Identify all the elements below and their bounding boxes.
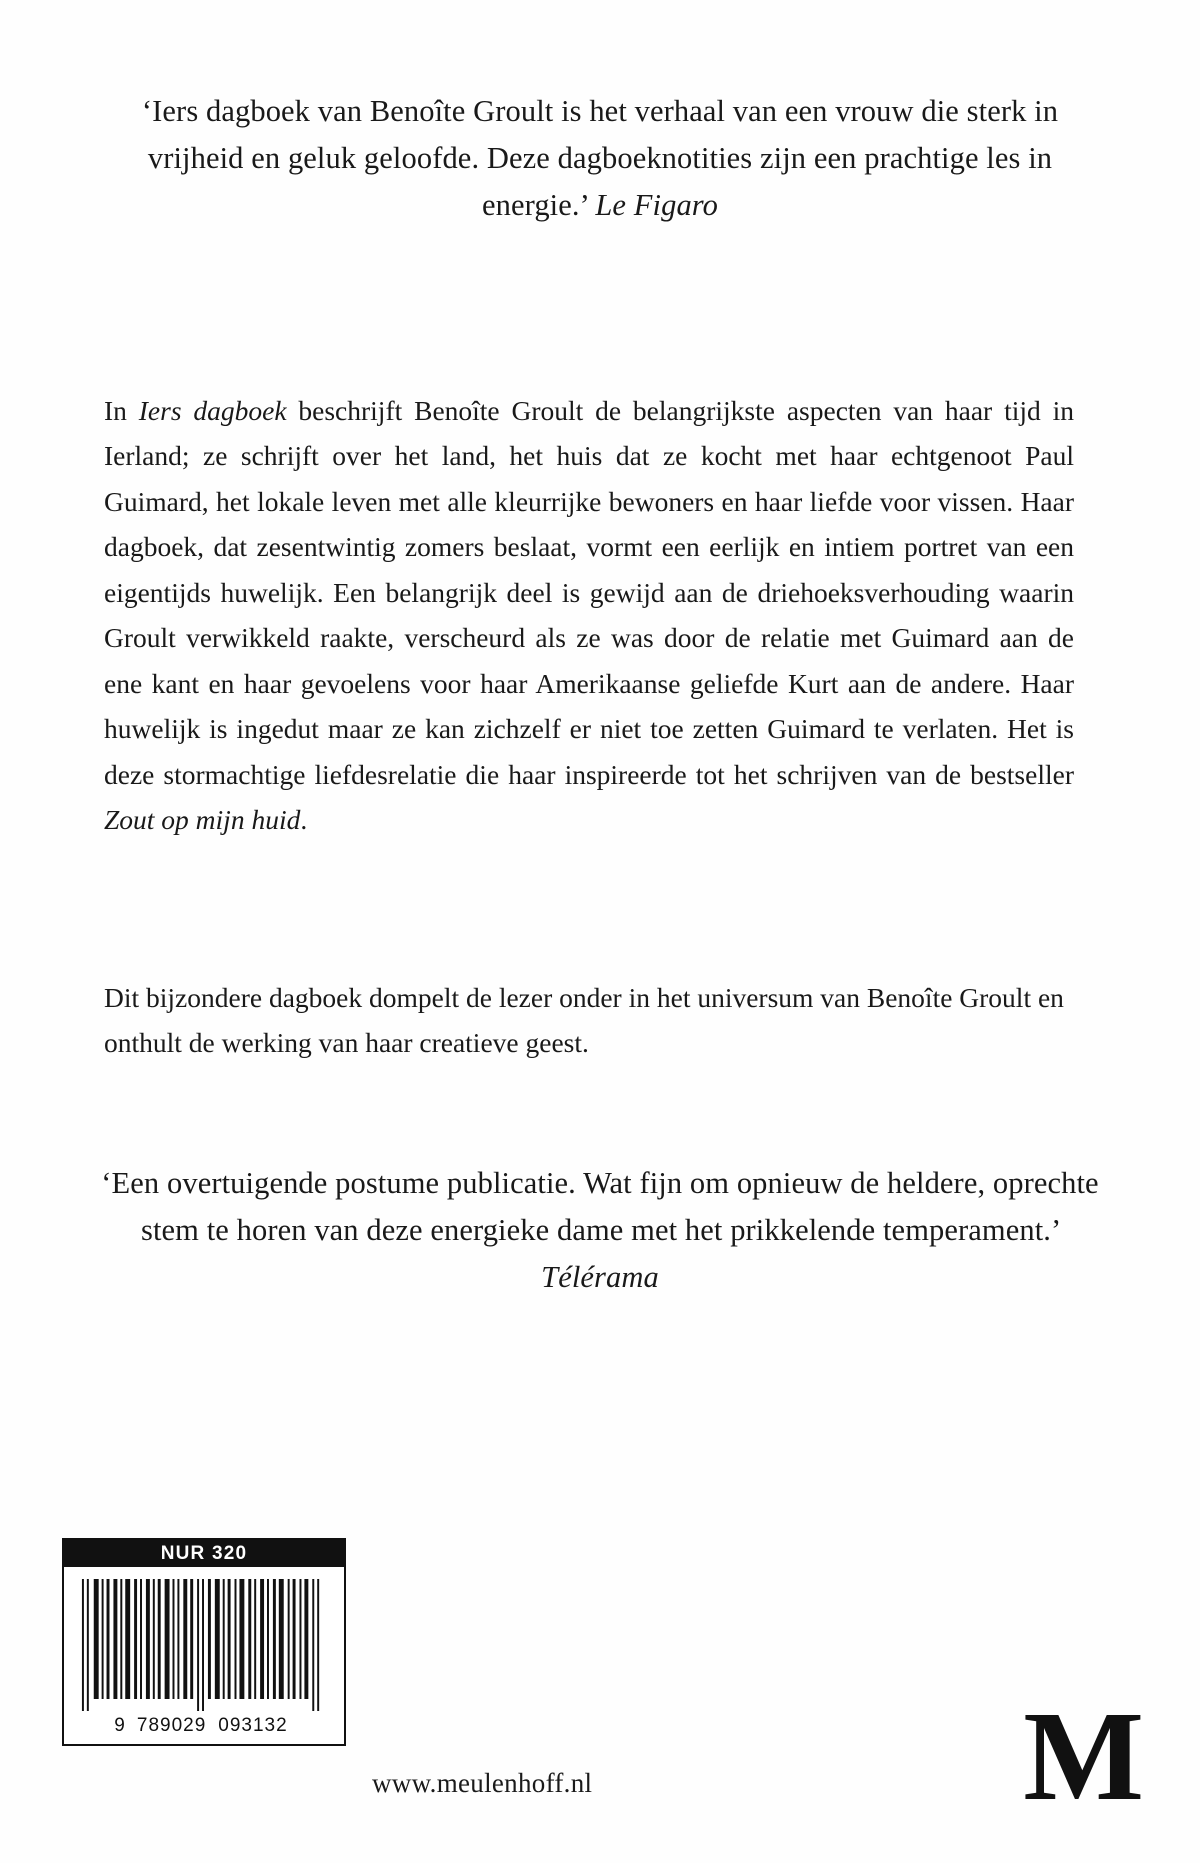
blurb-body: beschrijft Benoîte Groult de belangrijkste aspecten van haar tijd in Ierland; ze schrijft over het land, het huis dat ze kocht met haar echtgenoot Paul Guimard, het lokale leven met alle kleurrijke bewoners en haar liefde voor vissen. Haar dagboek, dat zesentwintig zomers beslaat, vormt een eerlijk en intiem portret van een eigentijds huwelijk. Een belangrijk deel is gewijd aan de driehoeksverhouding waarin Groult verwikkeld raakte, verscheurd als ze was door de relatie met Guimard aan de ene kant en haar gevoelens voor haar Amerikaanse geliefde Kurt aan de andere. Haar huwelijk is ingedut maar ze kan zichzelf er niet toe zetten Guimard te verlaten. Het is deze stormachtige liefdesrelatie die haar inspireerde tot het schrijven van de bestseller xyxy=(104,394,1074,790)
blurb-ending: . xyxy=(300,804,308,835)
pullquote-top-text: ‘Iers dagboek van Benoîte Groult is het verhaal van een vrouw die sterk in vrijheid en geluk geloofde. Deze dagboeknotities zijn een prachtige les in energie.’ xyxy=(141,94,1059,222)
barcode-block xyxy=(62,1538,346,1746)
ean13-barcode-icon xyxy=(78,1579,330,1711)
ean-left-group: 789029 xyxy=(136,1715,207,1736)
blurb-title-iers-dagboek: Iers dagboek xyxy=(138,394,287,426)
pullquote-bottom-source: Télérama xyxy=(541,1260,659,1294)
blurb-paragraph-second: Dit bijzondere dagboek dompelt de lezer onder in het universum van Benoîte Groult en onthult de werking van haar creatieve geest. xyxy=(104,981,1064,1058)
pullquote-bottom-text: ‘Een overtuigende postume publicatie. Wat fijn om opnieuw de heldere, oprechte stem te horen van deze energieke dame met het prikkelende temperament.’ xyxy=(101,1166,1099,1247)
barcode-area xyxy=(64,1567,344,1715)
pullquote-top xyxy=(100,88,1100,229)
blurb-title-zout-op-mijn-huid: Zout op mijn huid xyxy=(104,804,301,835)
pullquote-bottom xyxy=(100,1160,1100,1301)
blurb-paragraph-main xyxy=(104,388,1074,843)
blurb-intro: In xyxy=(104,394,139,426)
meulenhoff-logo: M xyxy=(1023,1685,1142,1827)
ean-lead-digit: 9 xyxy=(114,1715,126,1736)
pullquote-top-source: Le Figaro xyxy=(595,188,718,222)
ean-right-group: 093132 xyxy=(218,1715,288,1736)
publisher-website[interactable]: www.meulenhoff.nl xyxy=(372,1768,593,1798)
ean13-digits xyxy=(64,1715,344,1744)
nur-code-label: NUR 320 xyxy=(64,1540,344,1567)
